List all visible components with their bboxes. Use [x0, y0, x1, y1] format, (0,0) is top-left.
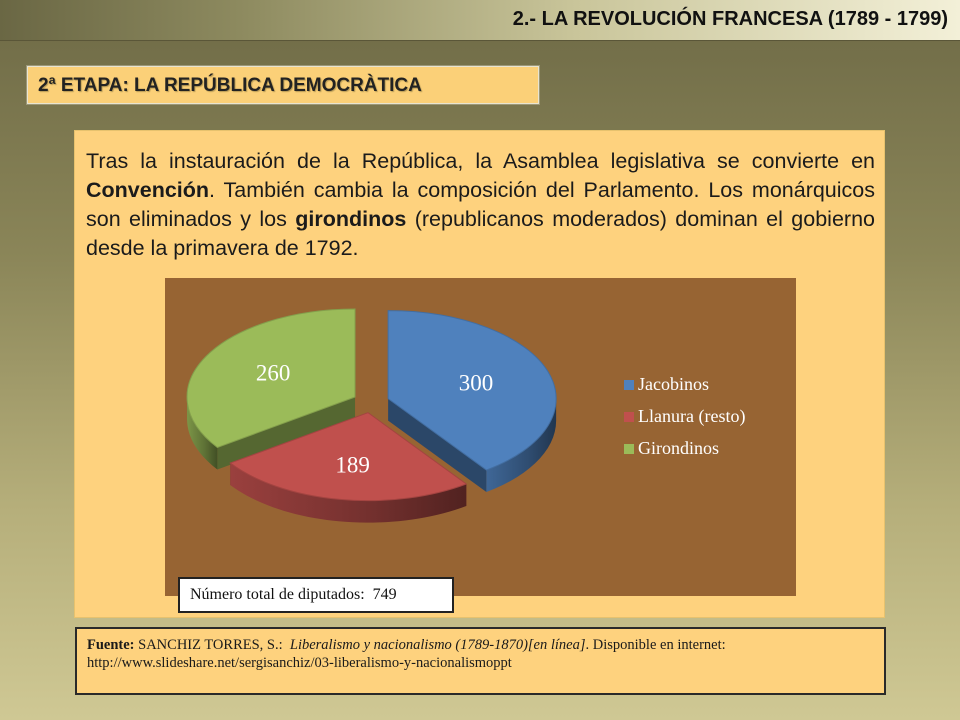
pie-data-label: 260	[255, 360, 291, 386]
source-author: SANCHIZ TORRES, S.:	[138, 637, 283, 653]
pie-chart-area	[165, 278, 796, 596]
legend-entry: Girondinos	[638, 438, 719, 458]
pie-chart	[165, 278, 796, 596]
source-available: . Disponible en internet:	[585, 637, 726, 653]
intro-text-3: (republicanos moderados) dominan el gobierno desde la primavera de 1792.	[86, 207, 875, 260]
slide-title: 2.- LA REVOLUCIÓN FRANCESA (1789 - 1799)	[512, 8, 948, 30]
intro-bold-convencion: Convención	[86, 178, 210, 202]
intro-text-1: Tras la instauración de la República, la Asamblea legislativa se convierte en	[86, 149, 875, 173]
stage-heading-box	[27, 66, 539, 104]
intro-bold-girondinos: girondinos	[295, 207, 407, 231]
intro-text-2: . También cambia la composición del Parlamento. Los monárquicos son eliminados y los	[86, 178, 875, 231]
content-panel	[74, 130, 885, 618]
legend-entry: Llanura (resto)	[638, 406, 746, 426]
intro-paragraph	[86, 147, 875, 263]
stage-heading: 2ª ETAPA: LA REPÚBLICA DEMOCRÀTICA	[38, 75, 422, 96]
pie-data-label: 189	[335, 452, 370, 478]
legend-entry: Jacobinos	[638, 374, 709, 394]
source-citation	[75, 627, 886, 695]
legend-swatch	[624, 444, 634, 454]
source-work: Liberalismo y nacionalismo (1789-1870)[en línea]	[289, 637, 586, 653]
total-deputies-box	[178, 577, 454, 613]
legend-swatch	[624, 412, 634, 422]
pie-data-label: 300	[458, 370, 494, 396]
source-url[interactable]: http://www.slideshare.net/sergisanchiz/03-liberalismo-y-nacionalismoppt	[87, 655, 512, 671]
total-label: Número total de diputados:	[190, 586, 365, 603]
title-bar	[0, 0, 960, 41]
total-value: 749	[372, 586, 397, 603]
legend-swatch	[624, 380, 634, 390]
source-label: Fuente:	[87, 637, 135, 653]
